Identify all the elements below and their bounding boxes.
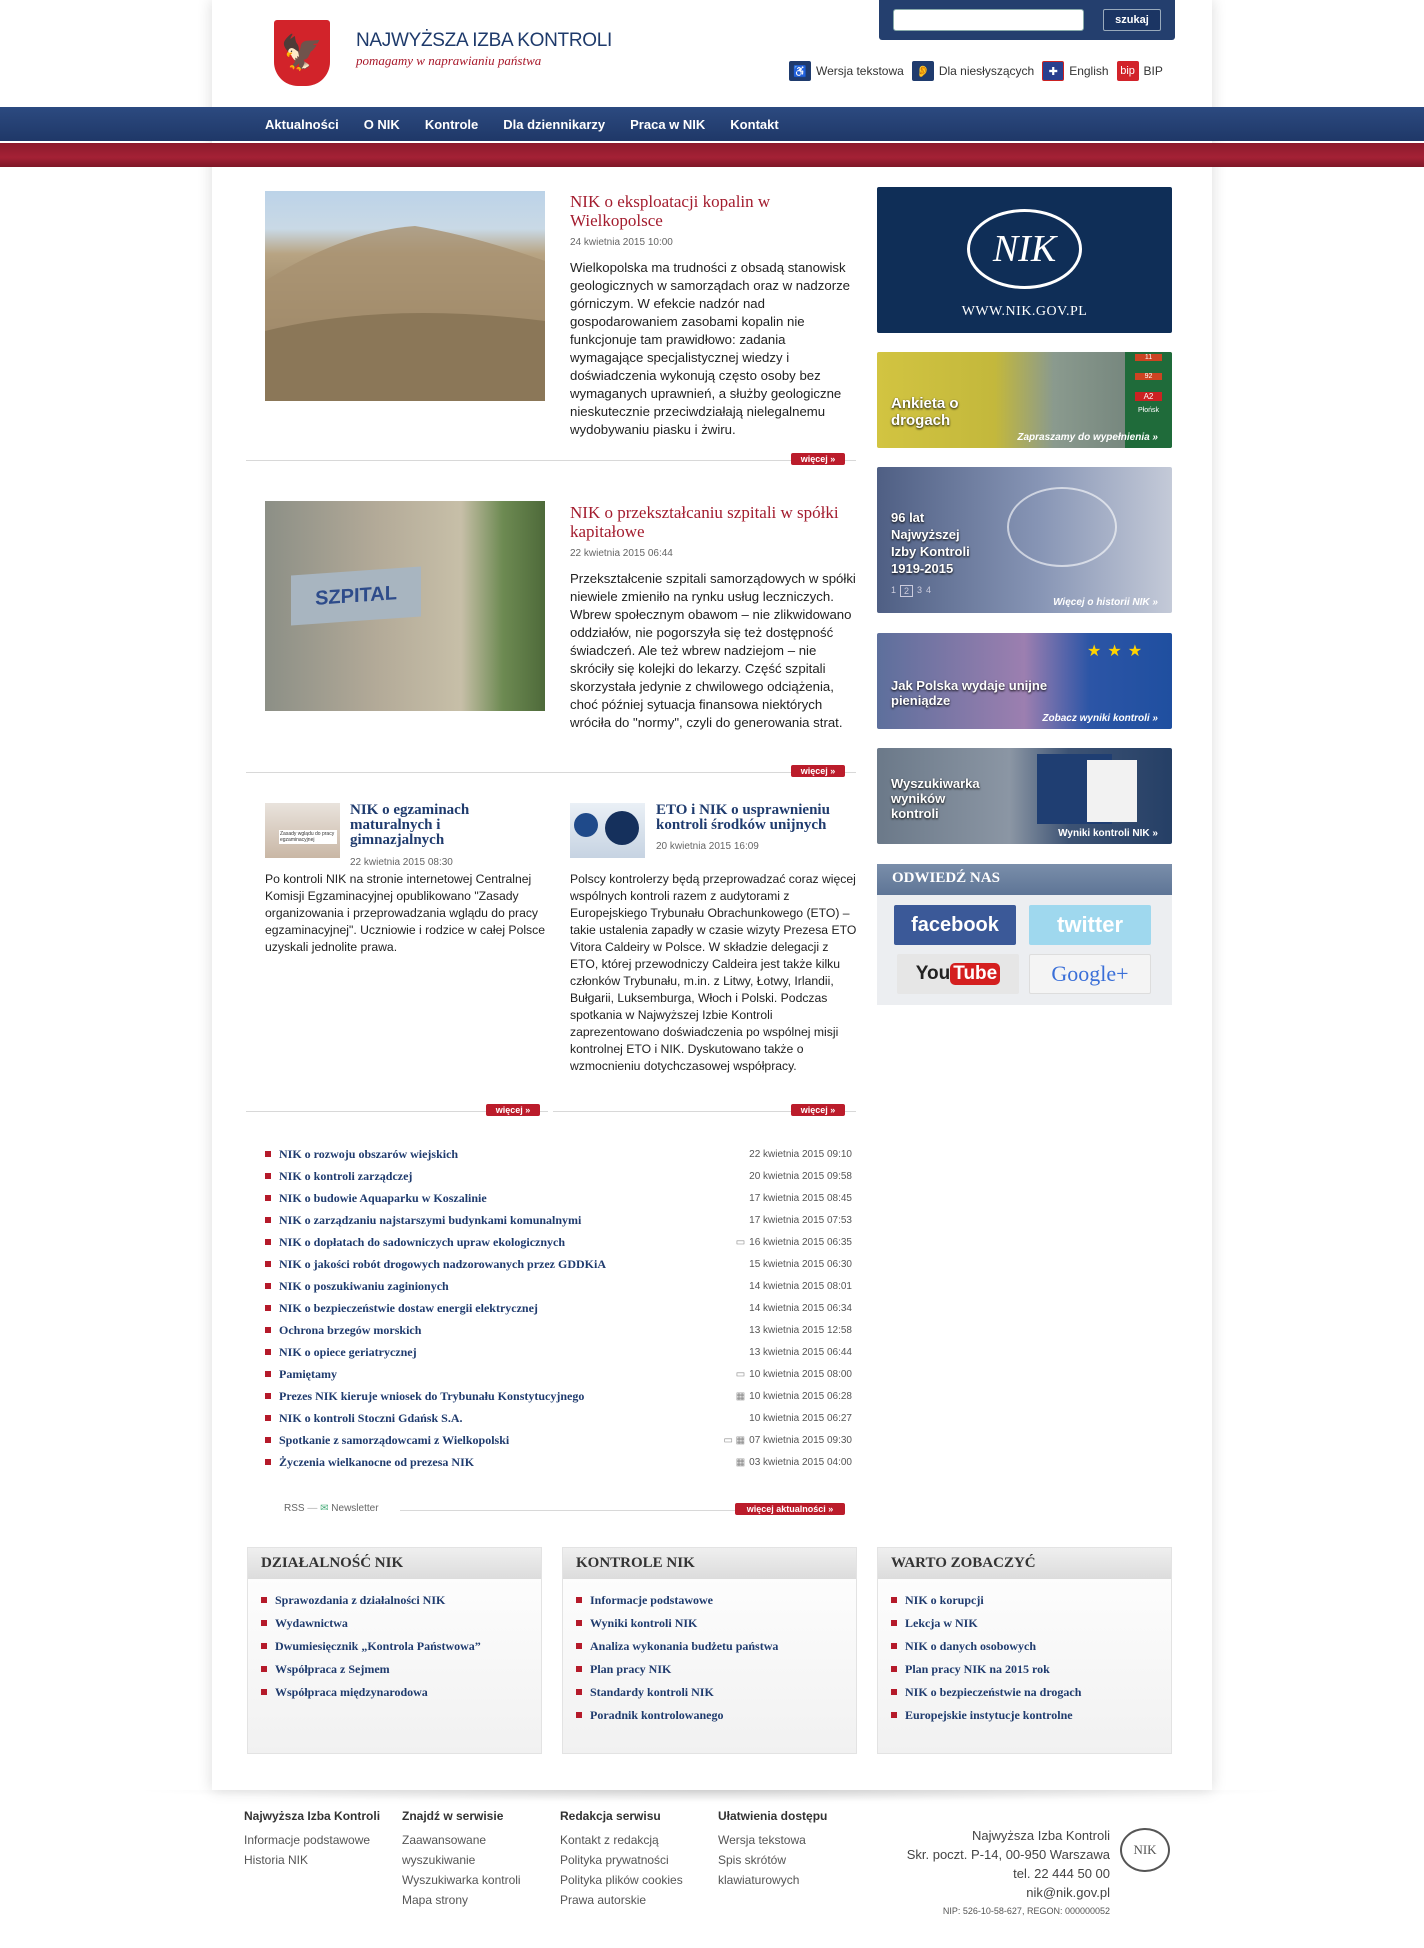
banner-title: Jak Polska wydaje unijne pieniądze: [891, 678, 1048, 708]
banner-cta: Zapraszamy do wypełnienia »: [1017, 432, 1158, 443]
news-list-item[interactable]: [265, 1187, 852, 1209]
bullet-icon: [265, 1283, 271, 1289]
footer-link[interactable]: Kontakt z redakcją: [560, 1833, 659, 1847]
main-nav: [0, 107, 1424, 141]
rss-link[interactable]: RSS: [284, 1503, 305, 1514]
header: [212, 0, 1212, 107]
footer-column-title: Najwyższa Izba Kontroli: [244, 1809, 381, 1823]
nav-item-aktualnosci[interactable]: Aktualności: [265, 116, 339, 132]
news-title[interactable]: NIK o kontroli zarządczej: [279, 1168, 413, 1183]
box-list-item[interactable]: Standardy kontroli NIK: [576, 1685, 843, 1700]
more-button[interactable]: więcej »: [791, 765, 845, 777]
text-version-link[interactable]: ♿ Wersja tekstowa: [789, 61, 904, 81]
nav-item-kontakt[interactable]: Kontakt: [730, 116, 779, 132]
site-title[interactable]: NAJWYŻSZA IZBA KONTROLI: [356, 30, 612, 51]
footer-link[interactable]: Prawa autorskie: [560, 1893, 647, 1907]
box-list-item[interactable]: Analiza wykonania budżetu państwa: [576, 1639, 843, 1654]
box-list-item[interactable]: Wyniki kontroli NIK: [576, 1616, 843, 1631]
bullet-icon: [891, 1689, 897, 1695]
facebook-link[interactable]: facebook: [894, 905, 1016, 945]
news-list-item[interactable]: [265, 1407, 852, 1429]
bullet-icon: [261, 1597, 267, 1603]
news-date: 10 kwietnia 2015 06:28: [749, 1390, 852, 1402]
news-title[interactable]: NIK o rozwoju obszarów wiejskich: [279, 1146, 459, 1161]
footer-link[interactable]: Wersja tekstowa: [718, 1833, 806, 1847]
news-title[interactable]: NIK o opiece geriatrycznej: [279, 1344, 417, 1359]
media-icon: ▦: [735, 1390, 746, 1402]
news-list-item[interactable]: [265, 1253, 852, 1275]
road-sign-icon: 11 92 A2 Płońsk: [1125, 352, 1172, 448]
footer-column: [244, 1809, 384, 1870]
site-slogan: pomagamy w naprawianiu państwa: [356, 53, 542, 68]
bullet-icon: [265, 1261, 271, 1267]
quarry-illustration-icon: [265, 191, 545, 401]
bullet-icon: [265, 1239, 271, 1245]
article-date: 22 kwietnia 2015 08:30: [350, 857, 453, 868]
news-list: [265, 1143, 852, 1473]
media-icon: ▭ ▦: [723, 1434, 746, 1446]
box-title: WARTO ZOBACZYĆ: [878, 1548, 1171, 1579]
banner-historia[interactable]: [877, 467, 1172, 613]
footer-link[interactable]: Zaawansowane wyszukiwanie: [402, 1833, 487, 1867]
box-list-item[interactable]: Lekcja w NIK: [891, 1616, 1158, 1631]
news-date: 10 kwietnia 2015 06:27: [749, 1412, 852, 1424]
box-list-item[interactable]: Współpraca z Sejmem: [261, 1662, 528, 1677]
banner-cta: Wyniki kontroli NIK »: [1058, 828, 1158, 839]
news-list-item[interactable]: [265, 1231, 852, 1253]
box-list-item[interactable]: Plan pracy NIK na 2015 rok: [891, 1662, 1158, 1677]
news-title[interactable]: Spotkanie z samorządowcami z Wielkopolski: [279, 1432, 510, 1447]
news-list-item[interactable]: [265, 1319, 852, 1341]
footer-link[interactable]: Informacje podstawowe: [244, 1833, 371, 1847]
accessibility-links: [789, 61, 1163, 81]
uk-flag-icon: ✚: [1042, 61, 1064, 81]
box-list-item[interactable]: NIK o korupcji: [891, 1593, 1158, 1608]
footer-column-title: Redakcja serwisu: [560, 1809, 661, 1823]
pager-item[interactable]: 1: [891, 585, 897, 595]
box-list-item[interactable]: Dwumiesięcznik „Kontrola Państwowa”: [261, 1639, 528, 1654]
bullet-icon: [891, 1712, 897, 1718]
bullet-icon: [891, 1643, 897, 1649]
article-image-exam[interactable]: Zasady wglądu do pracy egzaminacyjnej: [265, 803, 340, 858]
news-date: 16 kwietnia 2015 06:35: [749, 1236, 852, 1248]
box-list-item[interactable]: NIK o danych osobowych: [891, 1639, 1158, 1654]
banner-title: Ankieta o drogach: [891, 395, 959, 429]
hospital-sign: SZPITAL: [291, 566, 421, 625]
article-title[interactable]: NIK o egzaminach maturalnych i gimnazjalnych: [350, 802, 470, 848]
news-list-item[interactable]: [265, 1165, 852, 1187]
box-warto-zobaczyc: [877, 1547, 1172, 1754]
nik-logo-icon: NIK: [967, 209, 1082, 289]
more-button[interactable]: więcej »: [791, 1104, 845, 1116]
deaf-version-link[interactable]: 👂 Dla niesłyszących: [912, 61, 1034, 81]
article-image-eto[interactable]: [570, 803, 645, 858]
news-date: 17 kwietnia 2015 07:53: [749, 1214, 852, 1226]
news-date: 07 kwietnia 2015 09:30: [749, 1434, 852, 1446]
footer-link[interactable]: Polityka prywatności: [560, 1853, 669, 1867]
news-title[interactable]: NIK o zarządzaniu najstarszymi budynkami komunalnymi: [279, 1212, 582, 1227]
box-title: KONTROLE NIK: [563, 1548, 856, 1579]
news-date: 03 kwietnia 2015 04:00: [749, 1456, 852, 1468]
banner-pager: [891, 585, 931, 597]
article-title[interactable]: NIK o eksploatacji kopalin w Wielkopolsce: [570, 192, 771, 230]
nav-item-dla-dziennikarzy[interactable]: Dla dziennikarzy: [503, 116, 606, 132]
article-image-hospital[interactable]: [265, 501, 545, 711]
news-list-item[interactable]: [265, 1341, 852, 1363]
news-date: 10 kwietnia 2015 08:00: [749, 1368, 852, 1380]
bullet-icon: [265, 1173, 271, 1179]
footer-link[interactable]: Wyszukiwarka kontroli: [402, 1873, 521, 1887]
news-title[interactable]: NIK o budowie Aquaparku w Koszalinie: [279, 1190, 487, 1205]
news-title[interactable]: Ochrona brzegów morskich: [279, 1322, 422, 1337]
eagle-emblem-icon[interactable]: 🦅: [274, 20, 330, 86]
divider: [246, 772, 856, 773]
more-button[interactable]: więcej »: [486, 1104, 540, 1116]
news-title[interactable]: Pamiętamy: [279, 1366, 337, 1381]
banner-title: 96 lat Najwyższej Izby Kontroli 1919-2015: [891, 510, 970, 576]
search-input[interactable]: [893, 9, 1084, 31]
bullet-icon: [261, 1666, 267, 1672]
bip-icon: bip: [1117, 61, 1139, 81]
banner-cta: Więcej o historii NIK »: [1053, 597, 1158, 608]
news-title[interactable]: NIK o bezpieczeństwie dostaw energii elektrycznej: [279, 1300, 538, 1315]
article-image-quarry[interactable]: [265, 191, 545, 401]
document-icon: [1087, 760, 1137, 822]
seal-icon: [1007, 487, 1117, 567]
article-lead: Przekształcenie szpitali samorządowych w spółki niewiele zmieniło na rynku usług leczniczych. Wbrew społecznym obawom – nie zlikwidowano oddziałów, nie pogorszyła się też dostępność świadczeń. Ale też wbrew nadziejom – nie skróciły się kolejki do lekarzy. Część szpitali skorzystała jedynie z chwilowego odciążenia, choć później sytuacja finansowa niektórych wróciła do "normy", czyli do generowania strat.: [570, 571, 856, 730]
news-date: 13 kwietnia 2015 06:44: [749, 1346, 852, 1358]
pager-item[interactable]: 3: [917, 585, 923, 595]
news-list-item[interactable]: [265, 1363, 852, 1385]
banner-wyszukiwarka[interactable]: [877, 748, 1172, 844]
bullet-icon: [576, 1712, 582, 1718]
news-title[interactable]: Życzenia wielkanocne od prezesa NIK: [279, 1454, 475, 1469]
news-list-item[interactable]: [265, 1429, 852, 1451]
decorative-red-bar: [0, 143, 1424, 167]
footer-link[interactable]: Polityka plików cookies: [560, 1873, 683, 1887]
search-button[interactable]: szukaj: [1103, 9, 1161, 31]
box-list-item[interactable]: Wydawnictwa: [261, 1616, 528, 1631]
box-kontrole: [562, 1547, 857, 1754]
rss-row: RSS — ✉ Newsletter: [284, 1503, 379, 1514]
footer-column: [402, 1809, 542, 1910]
news-title[interactable]: Prezes NIK kieruje wniosek do Trybunału Konstytucyjnego: [279, 1388, 585, 1403]
banner-ankieta[interactable]: [877, 352, 1172, 448]
footer-link[interactable]: Historia NIK: [244, 1853, 309, 1867]
news-list-item[interactable]: [265, 1385, 852, 1407]
wheelchair-icon: ♿: [789, 61, 811, 81]
bullet-icon: [261, 1689, 267, 1695]
bullet-icon: [265, 1327, 271, 1333]
bullet-icon: [265, 1151, 271, 1157]
banner-unijne[interactable]: [877, 633, 1172, 729]
nik-logo-icon: [605, 811, 639, 845]
bullet-icon: [261, 1620, 267, 1626]
eto-logo-icon: [574, 813, 598, 837]
bullet-icon: [891, 1620, 897, 1626]
bullet-icon: [265, 1459, 271, 1465]
article-title[interactable]: ETO i NIK o usprawnieniu kontroli środków unijnych: [656, 802, 830, 833]
divider: [400, 1510, 735, 1511]
banner-title: Wyszukiwarka wyników kontroli: [891, 776, 980, 821]
news-title[interactable]: NIK o kontroli Stoczni Gdańsk S.A.: [279, 1410, 463, 1425]
news-date: 20 kwietnia 2015 09:58: [749, 1170, 852, 1182]
newsletter-icon: ✉: [320, 1503, 329, 1514]
news-list-item[interactable]: [265, 1275, 852, 1297]
divider: [246, 460, 856, 461]
media-icon: ▦: [735, 1456, 746, 1468]
news-title[interactable]: NIK o poszukiwaniu zaginionych: [279, 1278, 449, 1293]
box-list-item[interactable]: Poradnik kontrolowanego: [576, 1708, 843, 1723]
footer-column-title: Znajdź w serwisie: [402, 1809, 504, 1823]
article-date: 22 kwietnia 2015 06:44: [570, 548, 673, 559]
media-icon: ▭: [735, 1236, 746, 1248]
news-date: 17 kwietnia 2015 08:45: [749, 1192, 852, 1204]
footer-link[interactable]: Spis skrótów klawiaturowych: [718, 1853, 800, 1887]
news-date: 22 kwietnia 2015 09:10: [749, 1148, 852, 1160]
nav-item-o-nik[interactable]: O NIK: [363, 116, 400, 132]
visit-us-panel: [877, 895, 1172, 1005]
box-dzialalnosc: [247, 1547, 542, 1754]
news-title[interactable]: NIK o dopłatach do sadowniczych upraw ekologicznych: [279, 1234, 566, 1249]
article-lead: Polscy kontrolerzy będą przeprowadzać coraz więcej wspólnych kontroli razem z audytorami z Europejskiego Trybunału Obrachunkowego (ETO) – takie ustalenia zapadły w czasie wizyty Prezesa ETO Vitora Caldeiry w Polsce. W składzie delegacji z ETO, której przewodniczy Caldeira jest także kilku członków Trybunału, m.in. z Litwy, Łotwy, Irlandii, Bułgarii, Luksemburga, Włoch i Polski. Podczas spotkania w Najwyższej Izbie Kontroli zaprezentowano doświadczenia po wspólnej misji kontrolnej ETO i NIK. Dyskutowano także o wzmocnieniu dotychczasowej współpracy.: [570, 872, 857, 1073]
bullet-icon: [265, 1217, 271, 1223]
box-list-item[interactable]: Sprawozdania z działalności NIK: [261, 1593, 528, 1608]
news-list-item[interactable]: [265, 1451, 852, 1473]
article-date: 20 kwietnia 2015 16:09: [656, 841, 759, 852]
box-list-item[interactable]: Współpraca międzynarodowa: [261, 1685, 528, 1700]
search-box: [879, 0, 1175, 40]
youtube-link[interactable]: You Tube: [897, 954, 1019, 994]
news-date: 13 kwietnia 2015 12:58: [749, 1324, 852, 1336]
bullet-icon: [265, 1393, 271, 1399]
news-list-item[interactable]: [265, 1143, 852, 1165]
bullet-icon: [576, 1597, 582, 1603]
ear-icon: 👂: [912, 61, 934, 81]
news-title[interactable]: NIK o jakości robót drogowych nadzorowanych przez GDDKiA: [279, 1256, 606, 1271]
more-button[interactable]: więcej »: [791, 453, 845, 465]
article-title[interactable]: NIK o przekształcaniu szpitali w spółki kapitałowe: [570, 503, 839, 541]
newsletter-link[interactable]: Newsletter: [331, 1503, 379, 1514]
pager-item[interactable]: 4: [926, 585, 932, 595]
twitter-link[interactable]: twitter: [1029, 905, 1151, 945]
nav-item-kontrole[interactable]: Kontrole: [424, 116, 479, 132]
english-link[interactable]: ✚ English: [1042, 61, 1108, 81]
bullet-icon: [261, 1643, 267, 1649]
news-list-item[interactable]: [265, 1297, 852, 1319]
box-list-item[interactable]: NIK o bezpieczeństwie na drogach: [891, 1685, 1158, 1700]
banner-url: WWW.NIK.GOV.PL: [961, 304, 1088, 319]
article-lead: Wielkopolska ma trudności z obsadą stanowisk geologicznych w samorządach oraz w nadzorze górniczym. W efekcie nadzór nad gospodarowaniem zasobami kopalin nie funkcjonuje tam prawidłowo: zadania wymagające specjalistycznej wiedzy i doświadczenia wykonują często osoby bez wymaganych uprawnień, a służby geologiczne nieskutecznie przeciwdziałają nielegalnemu wydobywaniu piasku i żwiru.: [570, 260, 851, 437]
article-date: 24 kwietnia 2015 10:00: [570, 237, 673, 248]
banner-nik[interactable]: [877, 187, 1172, 333]
bullet-icon: [265, 1437, 271, 1443]
footer-address: Najwyższa Izba Kontroli Skr. poczt. P-14, 00-950 Warszawa tel. 22 444 50 00 nik@nik.gov.pl NIP: 526-10-58-627, REGON: 000000052: [898, 1826, 1110, 1921]
news-date: 14 kwietnia 2015 08:01: [749, 1280, 852, 1292]
footer-nik-logo-icon[interactable]: NIK: [1120, 1828, 1170, 1872]
bip-link[interactable]: bip BIP: [1117, 61, 1163, 81]
bullet-icon: [265, 1371, 271, 1377]
more-news-button[interactable]: więcej aktualności »: [735, 1503, 845, 1515]
footer-email[interactable]: nik@nik.gov.pl: [1026, 1885, 1110, 1900]
footer-column: [560, 1809, 710, 1910]
visit-us-title: ODWIEDŹ NAS: [877, 864, 1172, 895]
bullet-icon: [576, 1643, 582, 1649]
bullet-icon: [265, 1305, 271, 1311]
box-title: DZIAŁALNOŚĆ NIK: [248, 1548, 541, 1579]
bullet-icon: [576, 1689, 582, 1695]
footer-column: [718, 1809, 848, 1890]
bullet-icon: [576, 1620, 582, 1626]
bullet-icon: [265, 1415, 271, 1421]
bullet-icon: [265, 1195, 271, 1201]
pager-item[interactable]: 2: [900, 585, 913, 597]
news-date: 14 kwietnia 2015 06:34: [749, 1302, 852, 1314]
footer-column-title: Ułatwienia dostępu: [718, 1809, 828, 1823]
media-icon: ▭: [735, 1368, 746, 1380]
box-list-item[interactable]: Europejskie instytucje kontrolne: [891, 1708, 1158, 1723]
bullet-icon: [891, 1597, 897, 1603]
bullet-icon: [265, 1349, 271, 1355]
box-list-item[interactable]: Plan pracy NIK: [576, 1662, 843, 1677]
google-plus-link[interactable]: Google+: [1029, 954, 1151, 994]
article-lead: Po kontroli NIK na stronie internetowej Centralnej Komisji Egzaminacyjnej opublikowano "Zasady organizowania i przeprowadzania wglądu do pracy egzaminacyjnej". Uczniowie i rodzice w całej Polsce uzyskali jednolite prawa.: [265, 872, 546, 954]
eu-stars-icon: ★★★: [1087, 643, 1149, 660]
footer-link[interactable]: Mapa strony: [402, 1893, 469, 1907]
nav-item-praca-w-nik[interactable]: Praca w NIK: [630, 116, 706, 132]
footer: [0, 1790, 1424, 1948]
bullet-icon: [576, 1666, 582, 1672]
banner-cta: Zobacz wyniki kontroli »: [1042, 713, 1158, 724]
news-date: 15 kwietnia 2015 06:30: [749, 1258, 852, 1270]
news-list-item[interactable]: [265, 1209, 852, 1231]
box-list-item[interactable]: Informacje podstawowe: [576, 1593, 843, 1608]
bullet-icon: [891, 1666, 897, 1672]
